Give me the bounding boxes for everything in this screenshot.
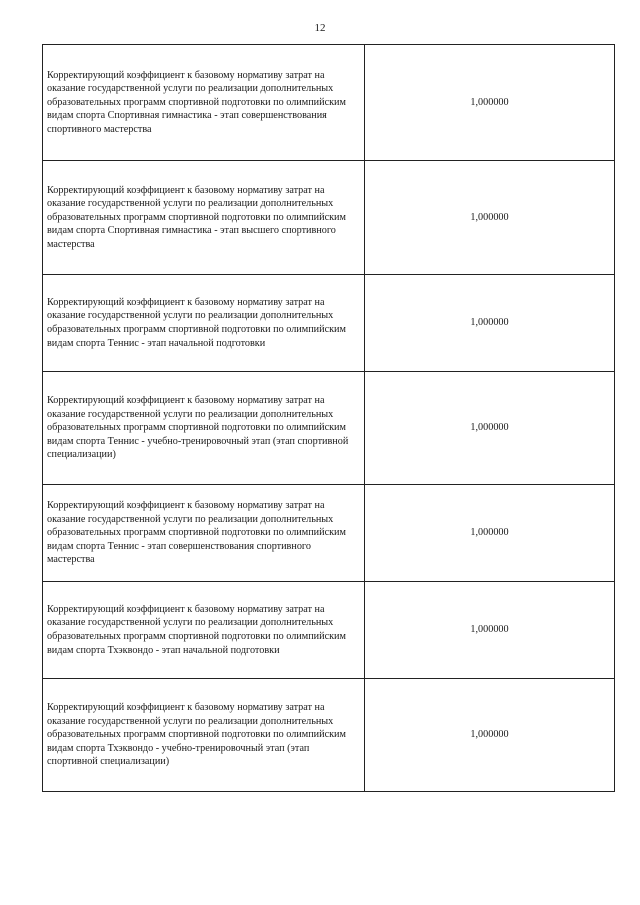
- table-row: [43, 45, 615, 161]
- table-row: [43, 372, 615, 485]
- row-description: Корректирующий коэффициент к базовому нормативу затрат на оказание государственной услуги по реализации дополнительных образовательных программ спортивной подготовки по олимпийским видам спорта Тхэквондо - этап начальной подготовки: [43, 582, 365, 679]
- row-value: 1,000000: [365, 582, 615, 679]
- row-value: 1,000000: [365, 275, 615, 372]
- row-value: 1,000000: [365, 161, 615, 275]
- row-description: Корректирующий коэффициент к базовому нормативу затрат на оказание государственной услуги по реализации дополнительных образовательных программ спортивной подготовки по олимпийским видам спорта Спортивная гимнастика - этап совершенствования спортивного мастерства: [43, 45, 365, 161]
- row-description: Корректирующий коэффициент к базовому нормативу затрат на оказание государственной услуги по реализации дополнительных образовательных программ спортивной подготовки по олимпийским видам спорта Спортивная гимнастика - этап высшего спортивного мастерства: [43, 161, 365, 275]
- row-value: 1,000000: [365, 485, 615, 582]
- table-row: [43, 485, 615, 582]
- table-row: [43, 161, 615, 275]
- row-description: Корректирующий коэффициент к базовому нормативу затрат на оказание государственной услуги по реализации дополнительных образовательных программ спортивной подготовки по олимпийским видам спорта Тхэквондо - учебно-тренировочный этап (этап спортивной специализации): [43, 679, 365, 792]
- row-description: Корректирующий коэффициент к базовому нормативу затрат на оказание государственной услуги по реализации дополнительных образовательных программ спортивной подготовки по олимпийским видам спорта Теннис - этап начальной подготовки: [43, 275, 365, 372]
- page-number: 12: [314, 22, 326, 34]
- table-row: [43, 275, 615, 372]
- row-description: Корректирующий коэффициент к базовому нормативу затрат на оказание государственной услуги по реализации дополнительных образовательных программ спортивной подготовки по олимпийским видам спорта Теннис - учебно-тренировочный этап (этап спортивной специализации): [43, 372, 365, 485]
- row-value: 1,000000: [365, 372, 615, 485]
- table-row: [43, 582, 615, 679]
- row-value: 1,000000: [365, 679, 615, 792]
- table-row: [43, 679, 615, 792]
- row-value: 1,000000: [365, 45, 615, 161]
- row-description: Корректирующий коэффициент к базовому нормативу затрат на оказание государственной услуги по реализации дополнительных образовательных программ спортивной подготовки по олимпийским видам спорта Теннис - этап совершенствования спортивного мастерства: [43, 485, 365, 582]
- coefficients-table: [42, 44, 615, 792]
